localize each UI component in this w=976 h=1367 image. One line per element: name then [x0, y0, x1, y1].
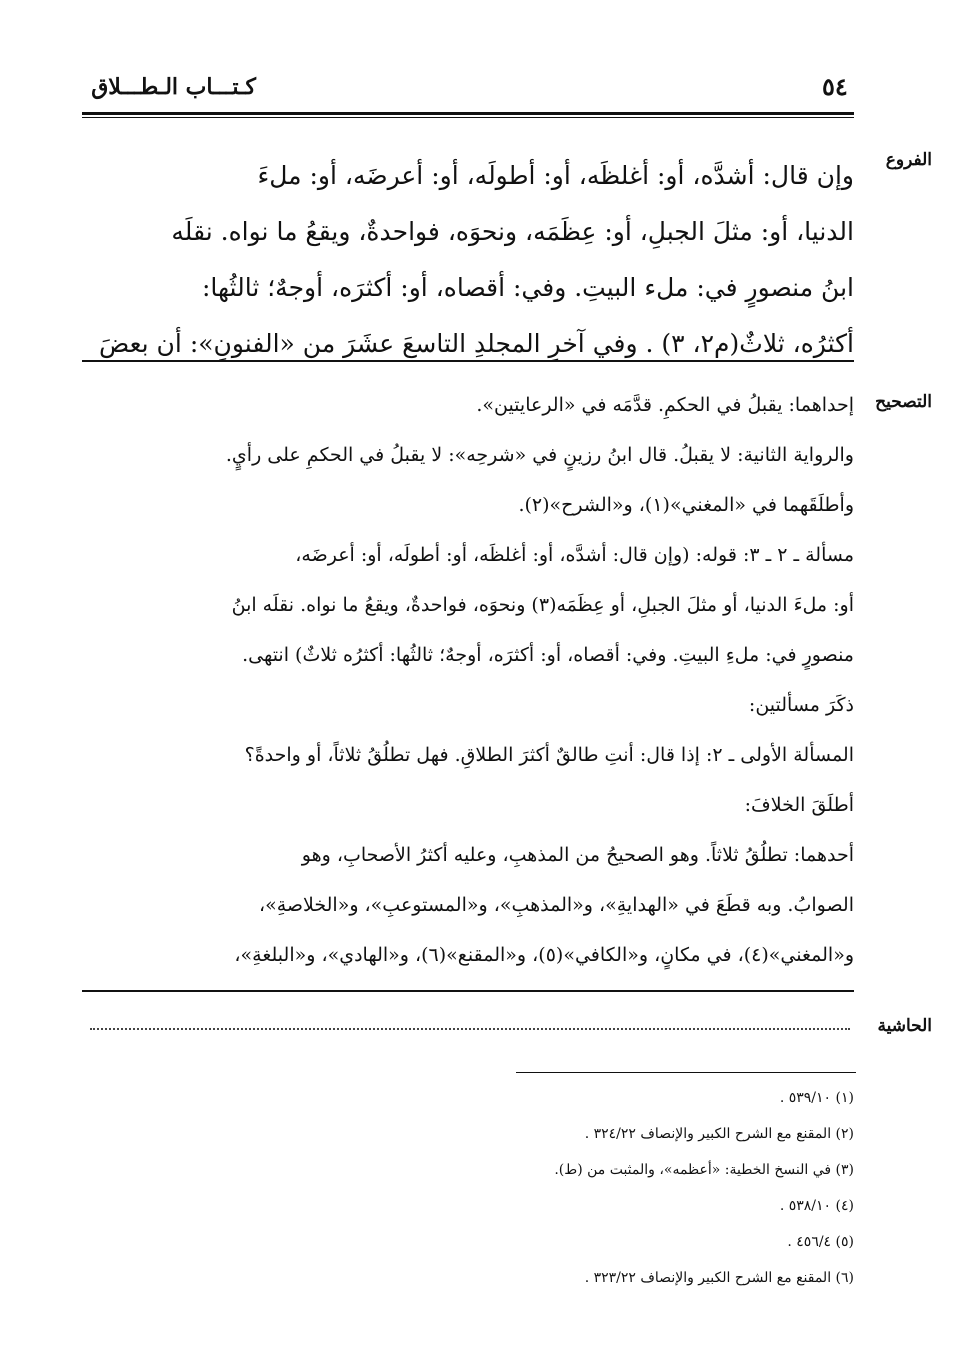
tashih-line: إحداهما: يقبلُ في الحكمِ. قدَّمَه في «الرعايتين». — [476, 394, 854, 416]
hashiya-dotted-line — [90, 1020, 850, 1030]
tashih-line: الصوابُ. وبه قطَعَ في «الهدايةِ»، و«المذهبِ»، و«المستوعبِ»، و«الخلاصةِ»، — [258, 894, 854, 916]
side-label-tashih: التصحيح — [875, 392, 932, 412]
page-number: ٥٤ — [822, 72, 848, 101]
footnote: (٥) ٤٥٦/٤ . — [787, 1234, 854, 1250]
tashih-line: مسألة ـ ٢ ـ ٣: قوله: (وإن قال: أشدَّه، أو: أغلظَه، أو: أطولَه، أو: أعرضَه، — [295, 544, 854, 566]
tashih-line: أحدهما: تطلُقُ ثلاثاً. وهو الصحيحُ من المذهبِ، وعليه أكثرُ الأصحابِ، وهو — [301, 844, 854, 866]
tashih-line: و«المغني»(٤)، في مكانٍ، و«الكافي»(٥)، و«المقنع»(٦)، و«الهادي»، و«البلغةِ»، — [234, 944, 854, 966]
furu-text — [84, 148, 854, 372]
section-divider — [82, 360, 854, 362]
footnote: (٢) المقنع مع الشرح الكبير والإنصاف ٣٢٤/٢٢ . — [584, 1126, 854, 1142]
tashih-text — [84, 380, 854, 980]
furu-line: الدنيا، أو: مثلَ الجبلِ، أو: عِظَمَه، ونحوَه، فواحدةٌ، ويقعُ ما نواه. نقلَه — [171, 217, 854, 246]
side-label-hashiya: الحاشية — [877, 1016, 932, 1036]
header-rule — [82, 112, 854, 115]
section-divider — [82, 990, 854, 992]
furu-line: أكثرُه، ثلاثٌ(م٢، ٣) . وفي آخرِ المجلدِ التاسعَ عشَرَ من «الفنونِ»: أن بعضَ — [98, 329, 854, 358]
tashih-line: والرواية الثانية: لا يقبلُ. قال ابنُ رزينٍ في «شرحِه»: لا يقبلُ في الحكمِ على رأيٍ. — [225, 444, 854, 466]
tashih-line: أطلَقَ الخلافَ: — [744, 794, 854, 816]
footnote: (٦) المقنع مع الشرح الكبير والإنصاف ٣٢٣/٢٢ . — [584, 1270, 854, 1286]
tashih-line: منصورٍ في: ملءِ البيتِ. وفي: أقصاه، أو: أكثرَه، أوجهٌ؛ ثالثُها: أكثرُه ثلاثٌ) انتهى. — [242, 644, 854, 666]
tashih-line: أو: ملءَ الدنيا، أو مثلَ الجبلِ، أو عِظَمَه(٣) ونحوَه، فواحدةٌ، ويقعُ ما نواه. نقلَه ابنُ — [231, 594, 854, 616]
tashih-line: وأطلَقَهما في «المغني»(١)، و«الشرح»(٢). — [518, 494, 854, 516]
furu-line: وإن قال: أشدَّه، أو: أغلظَه، أو: أطولَه، أو: أعرضَه، أو: ملءَ — [257, 161, 854, 190]
running-header-title: كـتـــاب الـطـــلاق — [91, 74, 256, 100]
tashih-line: المسألة الأولى ـ ٢: إذا قال: أنتِ طالقٌ أكثرَ الطلاقِ. فهل تطلُقُ ثلاثاً، أو واحدةً؟ — [244, 744, 854, 766]
tashih-line: ذكَرَ مسألتين: — [748, 694, 854, 716]
side-label-furu: الفروع — [885, 150, 932, 170]
footnote: (٤) ٥٣٨/١٠ . — [779, 1198, 854, 1214]
footnote: (٣) في النسخ الخطية: «أعظمه»، والمثبت من (ط). — [554, 1162, 854, 1178]
footnotes — [84, 1080, 854, 1296]
furu-line: ابنُ منصورٍ في: ملء البيتِ. وفي: أقصاه، أو: أكثرَه، أوجهٌ؛ ثالثُها: — [201, 273, 854, 302]
footnote: (١) ٥٣٩/١٠ . — [779, 1090, 854, 1106]
header-rule-thin — [82, 117, 854, 118]
footnote-separator — [516, 1072, 856, 1073]
